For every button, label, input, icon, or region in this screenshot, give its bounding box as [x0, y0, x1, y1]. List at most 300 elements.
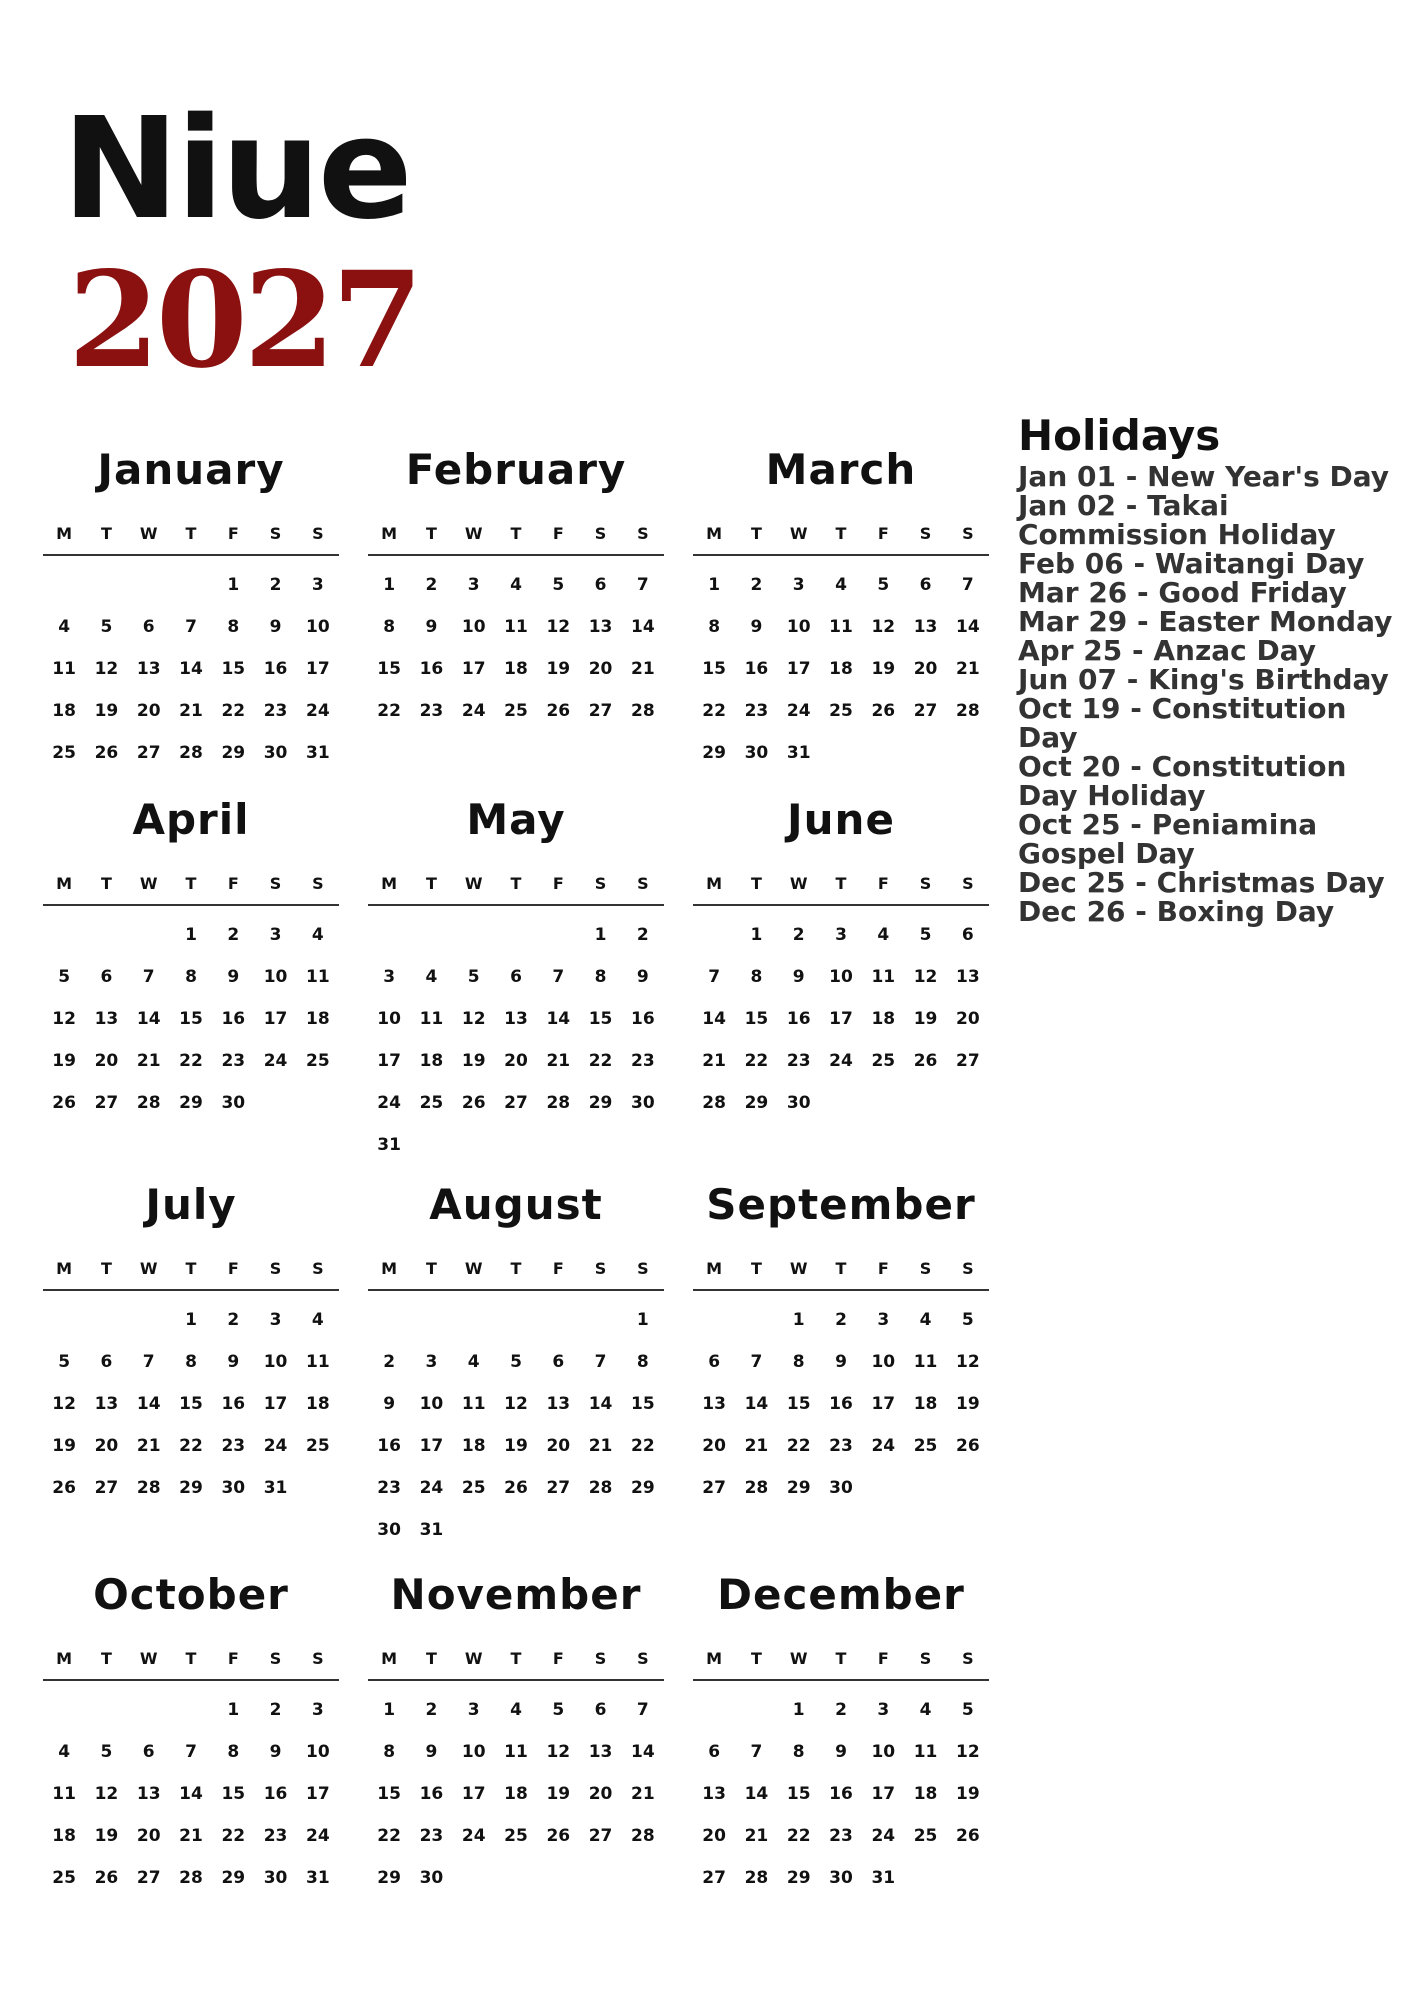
- weekday-header: T: [750, 1259, 762, 1278]
- empty-day-cell: [453, 914, 495, 956]
- weekday-header: F: [552, 1259, 564, 1278]
- holidays-panel: [1018, 412, 1398, 926]
- day-cell: 28: [588, 1478, 613, 1498]
- weekday-header: S: [312, 874, 324, 893]
- day-cell: 20: [588, 659, 613, 679]
- day-cell: 15: [786, 1784, 811, 1804]
- month-name: January: [97, 445, 285, 494]
- day-cell: 3: [835, 925, 847, 945]
- days-grid: [693, 1689, 989, 1899]
- day-cell: 29: [631, 1478, 655, 1498]
- day-cell: 3: [383, 967, 396, 987]
- weekday-header: T: [100, 1649, 112, 1668]
- day-cell: 23: [631, 1051, 655, 1071]
- day-cell: 8: [227, 1742, 240, 1762]
- day-cell: 15: [179, 1394, 203, 1414]
- weekday-header: S: [962, 874, 974, 893]
- day-cell: 12: [546, 617, 571, 637]
- weekday-header: T: [425, 1259, 437, 1278]
- day-cell: 26: [546, 701, 571, 721]
- day-cell: 19: [956, 1784, 980, 1804]
- weekday-header: S: [919, 1649, 932, 1668]
- day-cell: 13: [956, 967, 980, 987]
- day-cell: 2: [269, 575, 282, 595]
- weekday-header-row: [43, 520, 339, 556]
- day-cell: 8: [792, 1352, 805, 1372]
- day-cell: 22: [179, 1051, 203, 1071]
- weekday-header: W: [139, 1259, 158, 1278]
- empty-day-cell: [85, 914, 127, 956]
- day-cell: 13: [702, 1784, 726, 1804]
- day-cell: 12: [913, 967, 938, 987]
- day-cell: 24: [306, 1826, 330, 1846]
- day-cell: 15: [377, 659, 401, 679]
- day-cell: 10: [461, 1742, 486, 1762]
- day-cell: 29: [786, 1868, 811, 1888]
- empty-day-cell: [85, 1689, 127, 1731]
- month-name: July: [145, 1180, 237, 1229]
- day-cell: 19: [913, 1009, 938, 1029]
- day-cell: 8: [185, 1352, 197, 1372]
- day-cell: 6: [594, 575, 607, 595]
- day-cell: 29: [377, 1868, 401, 1888]
- empty-day-cell: [537, 914, 579, 956]
- weekday-header: W: [789, 874, 808, 893]
- day-cell: 14: [588, 1394, 613, 1414]
- day-cell: 24: [461, 1826, 486, 1846]
- day-cell: 20: [94, 1051, 119, 1071]
- month-name: April: [132, 795, 250, 844]
- empty-day-cell: [579, 1299, 621, 1341]
- day-cell: 18: [419, 1051, 444, 1071]
- day-cell: 14: [179, 659, 203, 679]
- day-cell: 16: [631, 1009, 655, 1029]
- month-september: [693, 1175, 989, 1509]
- day-cell: 13: [913, 617, 938, 637]
- month-name: May: [466, 795, 566, 844]
- days-grid: [43, 1689, 339, 1899]
- day-cell: 19: [871, 659, 896, 679]
- weekday-header: S: [919, 1259, 932, 1278]
- day-cell: 11: [306, 1352, 330, 1372]
- day-cell: 6: [100, 1352, 113, 1372]
- day-cell: 2: [227, 1310, 240, 1330]
- weekday-header: T: [835, 874, 847, 893]
- day-cell: 10: [377, 1009, 401, 1029]
- day-cell: 12: [546, 1742, 571, 1762]
- day-cell: 20: [136, 1826, 161, 1846]
- day-cell: 4: [919, 1700, 932, 1720]
- day-cell: 3: [877, 1700, 890, 1720]
- day-cell: 28: [631, 1826, 655, 1846]
- weekday-header-row: [43, 1645, 339, 1681]
- month-name: December: [717, 1570, 965, 1619]
- day-cell: 25: [461, 1478, 486, 1498]
- day-cell: 25: [871, 1051, 896, 1071]
- holiday-item: Dec 25 - Christmas Day: [1018, 866, 1385, 899]
- weekday-header-row: [43, 1255, 339, 1291]
- day-cell: 10: [461, 617, 486, 637]
- day-cell: 4: [467, 1352, 480, 1372]
- weekday-header: S: [312, 524, 324, 543]
- days-grid: [693, 914, 989, 1124]
- empty-day-cell: [453, 1299, 495, 1341]
- weekday-header-row: [368, 1645, 664, 1681]
- day-cell: 7: [708, 967, 721, 987]
- weekday-header: S: [269, 1649, 282, 1668]
- day-cell: 25: [504, 1826, 528, 1846]
- weekday-header: S: [962, 1259, 974, 1278]
- day-cell: 30: [744, 743, 769, 763]
- day-cell: 9: [425, 1742, 438, 1762]
- day-cell: 21: [179, 701, 203, 721]
- day-cell: 14: [136, 1009, 161, 1029]
- weekday-header: T: [185, 524, 197, 543]
- weekday-header: T: [835, 524, 847, 543]
- weekday-header: T: [510, 1649, 522, 1668]
- day-cell: 11: [306, 967, 330, 987]
- day-cell: 24: [871, 1436, 896, 1456]
- country-title: Niue: [62, 88, 410, 251]
- empty-day-cell: [693, 1689, 735, 1731]
- weekday-header: F: [227, 524, 239, 543]
- month-name: September: [706, 1180, 976, 1229]
- day-cell: 10: [871, 1352, 896, 1372]
- weekday-header: T: [510, 524, 522, 543]
- month-april: [43, 790, 339, 1124]
- day-cell: 11: [913, 1742, 938, 1762]
- day-cell: 15: [221, 1784, 246, 1804]
- weekday-header: T: [425, 524, 437, 543]
- day-cell: 6: [142, 1742, 155, 1762]
- empty-day-cell: [170, 1689, 212, 1731]
- weekday-header: S: [312, 1259, 324, 1278]
- day-cell: 16: [419, 1784, 444, 1804]
- day-cell: 22: [377, 701, 401, 721]
- day-cell: 1: [708, 575, 721, 595]
- day-cell: 7: [636, 1700, 649, 1720]
- day-cell: 27: [702, 1868, 726, 1888]
- day-cell: 13: [702, 1394, 726, 1414]
- day-cell: 13: [94, 1394, 119, 1414]
- day-cell: 16: [221, 1009, 246, 1029]
- day-cell: 25: [306, 1436, 330, 1456]
- day-cell: 15: [744, 1009, 769, 1029]
- day-cell: 28: [744, 1868, 769, 1888]
- weekday-header: S: [637, 874, 649, 893]
- day-cell: 2: [383, 1352, 396, 1372]
- holiday-list: [1018, 462, 1398, 926]
- day-cell: 9: [792, 967, 805, 987]
- day-cell: 22: [588, 1051, 613, 1071]
- day-cell: 9: [835, 1742, 847, 1762]
- day-cell: 7: [142, 1352, 155, 1372]
- day-cell: 19: [52, 1436, 76, 1456]
- weekday-header: W: [139, 1649, 158, 1668]
- weekday-header: S: [269, 524, 282, 543]
- weekday-header: F: [552, 1649, 564, 1668]
- day-cell: 26: [94, 1868, 119, 1888]
- day-cell: 5: [58, 967, 71, 987]
- day-cell: 26: [94, 743, 119, 763]
- day-cell: 1: [383, 1700, 396, 1720]
- day-cell: 2: [835, 1700, 847, 1720]
- day-cell: 27: [546, 1478, 571, 1498]
- day-cell: 6: [510, 967, 522, 987]
- day-cell: 18: [52, 1826, 76, 1846]
- day-cell: 11: [504, 1742, 528, 1762]
- weekday-header: T: [750, 874, 762, 893]
- day-cell: 14: [956, 617, 980, 637]
- empty-day-cell: [43, 1689, 85, 1731]
- day-cell: 5: [877, 575, 890, 595]
- day-cell: 4: [919, 1310, 932, 1330]
- day-cell: 5: [961, 1700, 974, 1720]
- day-cell: 21: [631, 659, 655, 679]
- weekday-header: W: [789, 1259, 808, 1278]
- day-cell: 23: [263, 701, 288, 721]
- weekday-header: W: [464, 1649, 483, 1668]
- day-cell: 26: [956, 1436, 980, 1456]
- weekday-header: F: [552, 524, 564, 543]
- day-cell: 25: [913, 1436, 938, 1456]
- day-cell: 11: [871, 967, 896, 987]
- day-cell: 31: [786, 743, 811, 763]
- weekday-header: W: [789, 524, 808, 543]
- day-cell: 23: [419, 1826, 444, 1846]
- day-cell: 19: [546, 659, 571, 679]
- day-cell: 18: [306, 1009, 330, 1029]
- day-cell: 14: [702, 1009, 726, 1029]
- day-cell: 5: [100, 617, 113, 637]
- weekday-header: F: [552, 874, 564, 893]
- day-cell: 27: [588, 1826, 613, 1846]
- day-cell: 7: [961, 575, 974, 595]
- day-cell: 9: [227, 967, 240, 987]
- day-cell: 23: [829, 1826, 853, 1846]
- day-cell: 26: [913, 1051, 938, 1071]
- day-cell: 9: [750, 617, 763, 637]
- weekday-header: F: [227, 1259, 239, 1278]
- day-cell: 14: [631, 1742, 655, 1762]
- day-cell: 20: [702, 1826, 726, 1846]
- day-cell: 10: [419, 1394, 444, 1414]
- day-cell: 18: [829, 659, 853, 679]
- days-grid: [693, 1299, 989, 1509]
- day-cell: 3: [269, 925, 282, 945]
- holiday-item: Feb 06 - Waitangi Day: [1018, 547, 1365, 580]
- day-cell: 17: [419, 1436, 444, 1456]
- month-march: [693, 440, 989, 774]
- empty-day-cell: [43, 564, 85, 606]
- day-cell: 21: [546, 1051, 571, 1071]
- day-cell: 15: [221, 659, 246, 679]
- day-cell: 14: [546, 1009, 571, 1029]
- weekday-header: S: [962, 1649, 974, 1668]
- day-cell: 2: [269, 1700, 282, 1720]
- day-cell: 7: [185, 1742, 197, 1762]
- holiday-item: Jun 07 - King's Birthday: [1018, 663, 1389, 696]
- empty-day-cell: [85, 564, 127, 606]
- day-cell: 1: [636, 1310, 649, 1330]
- month-may: [368, 790, 664, 1166]
- day-cell: 23: [744, 701, 769, 721]
- day-cell: 6: [142, 617, 155, 637]
- month-name: February: [405, 445, 627, 494]
- month-november: [368, 1565, 664, 1899]
- day-cell: 20: [913, 659, 938, 679]
- day-cell: 23: [786, 1051, 811, 1071]
- day-cell: 22: [221, 1826, 246, 1846]
- day-cell: 1: [792, 1700, 805, 1720]
- day-cell: 30: [786, 1093, 811, 1113]
- day-cell: 9: [636, 967, 649, 987]
- weekday-header: M: [706, 1649, 723, 1668]
- day-cell: 28: [702, 1093, 726, 1113]
- day-cell: 5: [100, 1742, 113, 1762]
- day-cell: 8: [185, 967, 197, 987]
- weekday-header: S: [637, 1259, 649, 1278]
- day-cell: 29: [179, 1093, 203, 1113]
- day-cell: 4: [510, 575, 522, 595]
- day-cell: 19: [546, 1784, 571, 1804]
- weekday-header-row: [43, 870, 339, 906]
- day-cell: 15: [588, 1009, 613, 1029]
- day-cell: 23: [263, 1826, 288, 1846]
- weekday-header: T: [510, 874, 522, 893]
- weekday-header-row: [693, 1645, 989, 1681]
- day-cell: 16: [829, 1394, 853, 1414]
- empty-day-cell: [43, 1299, 85, 1341]
- day-cell: 11: [461, 1394, 486, 1414]
- day-cell: 23: [419, 701, 444, 721]
- day-cell: 13: [136, 659, 161, 679]
- month-january: [43, 440, 339, 774]
- day-cell: 25: [913, 1826, 938, 1846]
- day-cell: 22: [744, 1051, 769, 1071]
- weekday-header: T: [100, 1259, 112, 1278]
- month-name: November: [390, 1570, 642, 1619]
- day-cell: 12: [956, 1742, 980, 1762]
- day-cell: 21: [588, 1436, 613, 1456]
- day-cell: 24: [377, 1093, 401, 1113]
- weekday-header: W: [139, 874, 158, 893]
- day-cell: 22: [179, 1436, 203, 1456]
- day-cell: 5: [467, 967, 480, 987]
- day-cell: 31: [263, 1478, 288, 1498]
- day-cell: 21: [702, 1051, 726, 1071]
- days-grid: [368, 1689, 664, 1899]
- day-cell: 30: [419, 1868, 444, 1888]
- days-grid: [368, 914, 664, 1166]
- day-cell: 26: [461, 1093, 486, 1113]
- day-cell: 14: [136, 1394, 161, 1414]
- day-cell: 16: [419, 659, 444, 679]
- holiday-item: Oct 19 - Constitution Day: [1018, 692, 1347, 754]
- day-cell: 7: [636, 575, 649, 595]
- month-july: [43, 1175, 339, 1509]
- weekday-header: T: [185, 1259, 197, 1278]
- day-cell: 22: [221, 701, 246, 721]
- day-cell: 4: [877, 925, 890, 945]
- day-cell: 17: [786, 659, 811, 679]
- day-cell: 16: [377, 1436, 401, 1456]
- weekday-header-row: [368, 520, 664, 556]
- day-cell: 18: [871, 1009, 896, 1029]
- day-cell: 11: [504, 617, 528, 637]
- day-cell: 25: [829, 701, 853, 721]
- day-cell: 1: [594, 925, 607, 945]
- weekday-header: S: [269, 874, 282, 893]
- day-cell: 13: [94, 1009, 119, 1029]
- day-cell: 8: [750, 967, 763, 987]
- day-cell: 3: [311, 575, 324, 595]
- holiday-item: Oct 20 - Constitution Day Holiday: [1018, 750, 1347, 812]
- day-cell: 2: [425, 575, 438, 595]
- day-cell: 17: [871, 1784, 896, 1804]
- day-cell: 15: [631, 1394, 655, 1414]
- day-cell: 18: [504, 659, 528, 679]
- day-cell: 3: [877, 1310, 890, 1330]
- day-cell: 5: [961, 1310, 974, 1330]
- day-cell: 14: [631, 617, 655, 637]
- day-cell: 30: [829, 1868, 853, 1888]
- days-grid: [693, 564, 989, 774]
- day-cell: 20: [94, 1436, 119, 1456]
- weekday-header: M: [381, 524, 398, 543]
- day-cell: 2: [227, 925, 240, 945]
- holiday-item: Jan 02 - Takai Commission Holiday: [1018, 489, 1336, 551]
- days-grid: [43, 564, 339, 774]
- day-cell: 28: [136, 1478, 161, 1498]
- day-cell: 21: [179, 1826, 203, 1846]
- weekday-header: T: [425, 1649, 437, 1668]
- weekday-header: M: [56, 1649, 73, 1668]
- day-cell: 7: [750, 1742, 763, 1762]
- day-cell: 20: [588, 1784, 613, 1804]
- day-cell: 11: [419, 1009, 444, 1029]
- day-cell: 26: [504, 1478, 528, 1498]
- day-cell: 18: [52, 701, 76, 721]
- empty-day-cell: [410, 1299, 452, 1341]
- weekday-header: S: [594, 1649, 607, 1668]
- day-cell: 6: [552, 1352, 565, 1372]
- weekday-header: T: [100, 874, 112, 893]
- empty-day-cell: [85, 1299, 127, 1341]
- day-cell: 28: [631, 701, 655, 721]
- day-cell: 9: [269, 1742, 282, 1762]
- empty-day-cell: [693, 1299, 735, 1341]
- weekday-header: S: [269, 1259, 282, 1278]
- weekday-header-row: [368, 1255, 664, 1291]
- day-cell: 29: [588, 1093, 613, 1113]
- day-cell: 27: [956, 1051, 980, 1071]
- day-cell: 11: [52, 1784, 76, 1804]
- day-cell: 19: [504, 1436, 528, 1456]
- day-cell: 30: [263, 743, 288, 763]
- day-cell: 17: [263, 1009, 288, 1029]
- day-cell: 16: [786, 1009, 811, 1029]
- day-cell: 1: [227, 575, 240, 595]
- day-cell: 31: [377, 1135, 401, 1155]
- holiday-item: Mar 29 - Easter Monday: [1018, 605, 1393, 638]
- day-cell: 9: [835, 1352, 847, 1372]
- day-cell: 30: [631, 1093, 655, 1113]
- day-cell: 22: [786, 1826, 811, 1846]
- day-cell: 18: [461, 1436, 486, 1456]
- day-cell: 8: [383, 1742, 396, 1762]
- day-cell: 5: [58, 1352, 71, 1372]
